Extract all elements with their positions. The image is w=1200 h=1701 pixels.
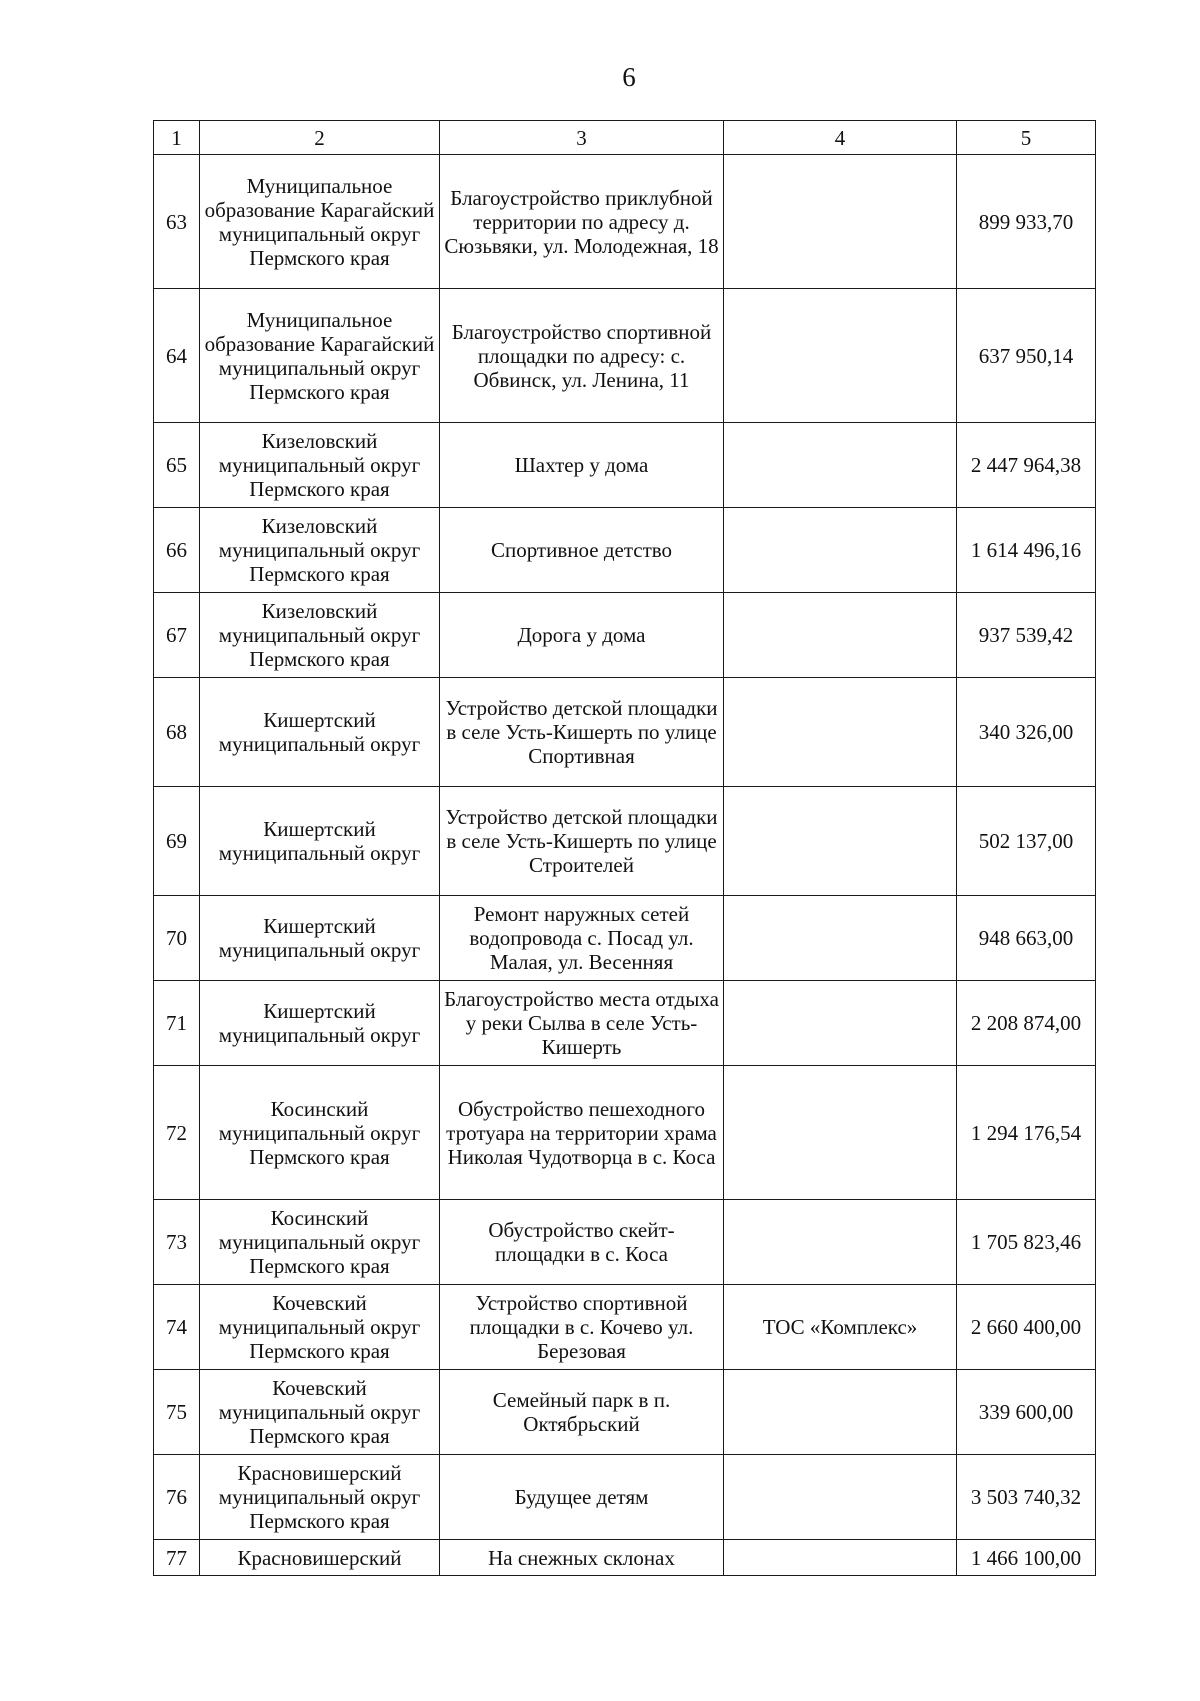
amount-cell: 1 294 176,54 — [957, 1066, 1096, 1200]
table-row — [154, 593, 1096, 678]
municipality-cell: Кочевский муниципальный округ Пермского края — [200, 1285, 440, 1370]
organization-cell — [724, 896, 957, 981]
project-cell: Благоустройство спортивной площадки по адресу: с. Обвинск, ул. Ленина, 11 — [440, 289, 724, 423]
table-row — [154, 1370, 1096, 1455]
header-cell-4: 4 — [724, 121, 957, 155]
amount-cell: 339 600,00 — [957, 1370, 1096, 1455]
organization-cell — [724, 423, 957, 508]
table-row — [154, 508, 1096, 593]
amount-cell: 502 137,00 — [957, 787, 1096, 896]
table-row — [154, 155, 1096, 289]
table-row — [154, 1066, 1096, 1200]
row-number: 66 — [154, 508, 200, 593]
table-row — [154, 1540, 1096, 1576]
municipality-cell: Кишертский муниципальный округ — [200, 896, 440, 981]
table-row — [154, 981, 1096, 1066]
project-cell: Будущее детям — [440, 1455, 724, 1540]
table-row — [154, 787, 1096, 896]
amount-cell: 937 539,42 — [957, 593, 1096, 678]
organization-cell — [724, 1370, 957, 1455]
table-row — [154, 1455, 1096, 1540]
header-cell-2: 2 — [200, 121, 440, 155]
row-number: 74 — [154, 1285, 200, 1370]
amount-cell: 637 950,14 — [957, 289, 1096, 423]
project-cell: Обустройство скейт-площадки в с. Коса — [440, 1200, 724, 1285]
table-row — [154, 1200, 1096, 1285]
project-cell: Шахтер у дома — [440, 423, 724, 508]
project-cell: Дорога у дома — [440, 593, 724, 678]
row-number: 69 — [154, 787, 200, 896]
row-number: 68 — [154, 678, 200, 787]
project-cell: Благоустройство места отдыха у реки Сылва в селе Усть-Кишерть — [440, 981, 724, 1066]
municipality-cell: Кизеловский муниципальный округ Пермского края — [200, 508, 440, 593]
row-number: 64 — [154, 289, 200, 423]
page-number: 6 — [622, 62, 636, 92]
row-number: 76 — [154, 1455, 200, 1540]
amount-cell: 948 663,00 — [957, 896, 1096, 981]
organization-cell — [724, 1540, 957, 1576]
organization-cell — [724, 1200, 957, 1285]
organization-cell — [724, 508, 957, 593]
municipality-cell: Муниципальное образование Карагайский муниципальный округ Пермского края — [200, 155, 440, 289]
municipality-cell: Кочевский муниципальный округ Пермского края — [200, 1370, 440, 1455]
organization-cell — [724, 787, 957, 896]
municipality-cell: Кишертский муниципальный округ — [200, 678, 440, 787]
amount-cell: 2 660 400,00 — [957, 1285, 1096, 1370]
amount-cell: 340 326,00 — [957, 678, 1096, 787]
project-cell: Благоустройство приклубной территории по адресу д. Сюзьвяки, ул. Молодежная, 18 — [440, 155, 724, 289]
municipality-cell: Красновишерский — [200, 1540, 440, 1576]
municipality-cell: Кизеловский муниципальный округ Пермского края — [200, 593, 440, 678]
amount-cell: 2 447 964,38 — [957, 423, 1096, 508]
row-number: 70 — [154, 896, 200, 981]
organization-cell — [724, 289, 957, 423]
project-cell: Семейный парк в п. Октябрьский — [440, 1370, 724, 1455]
header-cell-5: 5 — [957, 121, 1096, 155]
project-cell: Устройство спортивной площадки в с. Кочево ул. Березовая — [440, 1285, 724, 1370]
project-cell: На снежных склонах — [440, 1540, 724, 1576]
row-number: 77 — [154, 1540, 200, 1576]
amount-cell: 899 933,70 — [957, 155, 1096, 289]
amount-cell: 2 208 874,00 — [957, 981, 1096, 1066]
project-cell: Спортивное детство — [440, 508, 724, 593]
row-number: 63 — [154, 155, 200, 289]
grants-table — [153, 120, 1096, 1576]
organization-cell — [724, 1455, 957, 1540]
row-number: 71 — [154, 981, 200, 1066]
row-number: 73 — [154, 1200, 200, 1285]
row-number: 65 — [154, 423, 200, 508]
municipality-cell: Косинский муниципальный округ Пермского края — [200, 1066, 440, 1200]
table-row — [154, 678, 1096, 787]
table-row — [154, 896, 1096, 981]
project-cell: Обустройство пешеходного тротуара на территории храма Николая Чудотворца в с. Коса — [440, 1066, 724, 1200]
municipality-cell: Кизеловский муниципальный округ Пермского края — [200, 423, 440, 508]
header-row — [154, 121, 1096, 155]
organization-cell — [724, 678, 957, 787]
project-cell: Устройство детской площадки в селе Усть-Кишерть по улице Строителей — [440, 787, 724, 896]
municipality-cell: Косинский муниципальный округ Пермского края — [200, 1200, 440, 1285]
table-row — [154, 423, 1096, 508]
organization-cell — [724, 593, 957, 678]
row-number: 72 — [154, 1066, 200, 1200]
amount-cell: 1 705 823,46 — [957, 1200, 1096, 1285]
municipality-cell: Красновишерский муниципальный округ Пермского края — [200, 1455, 440, 1540]
table-row — [154, 289, 1096, 423]
header-cell-3: 3 — [440, 121, 724, 155]
organization-cell — [724, 1066, 957, 1200]
project-cell: Устройство детской площадки в селе Усть-Кишерть по улице Спортивная — [440, 678, 724, 787]
organization-cell: ТОС «Комплекс» — [724, 1285, 957, 1370]
organization-cell — [724, 155, 957, 289]
amount-cell: 1 614 496,16 — [957, 508, 1096, 593]
row-number: 67 — [154, 593, 200, 678]
header-cell-1: 1 — [154, 121, 200, 155]
municipality-cell: Кишертский муниципальный округ — [200, 787, 440, 896]
amount-cell: 1 466 100,00 — [957, 1540, 1096, 1576]
organization-cell — [724, 981, 957, 1066]
amount-cell: 3 503 740,32 — [957, 1455, 1096, 1540]
table-row — [154, 1285, 1096, 1370]
municipality-cell: Муниципальное образование Карагайский муниципальный округ Пермского края — [200, 289, 440, 423]
project-cell: Ремонт наружных сетей водопровода с. Посад ул. Малая, ул. Весенняя — [440, 896, 724, 981]
row-number: 75 — [154, 1370, 200, 1455]
municipality-cell: Кишертский муниципальный округ — [200, 981, 440, 1066]
